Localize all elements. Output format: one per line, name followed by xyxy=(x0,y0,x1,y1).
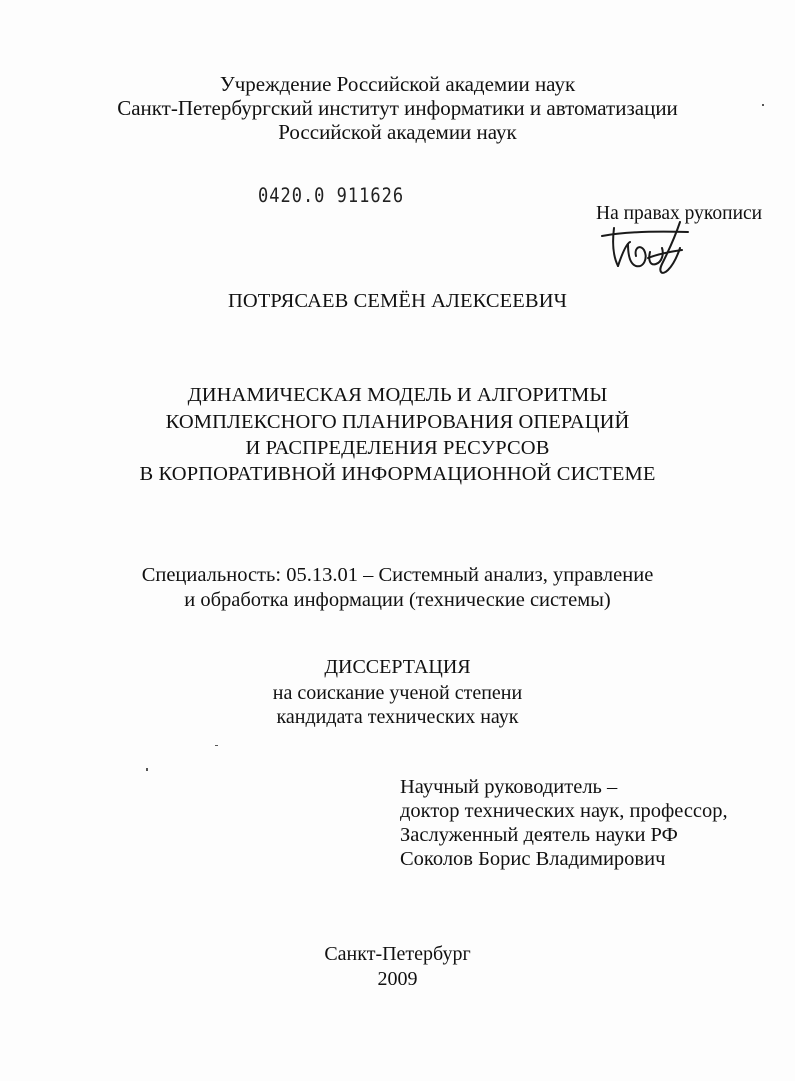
year: 2009 xyxy=(377,968,418,990)
advisor-line-2: доктор технических наук, профессор, xyxy=(400,800,728,822)
library-stamp-number: 0420.0 911626 xyxy=(258,184,405,208)
title-line-2: КОМПЛЕКСНОГО ПЛАНИРОВАНИЯ ОПЕРАЦИЙ xyxy=(165,411,630,433)
city: Санкт-Петербург xyxy=(324,943,471,965)
advisor-line-1: Научный руководитель – xyxy=(400,776,618,798)
dissertation-heading: ДИССЕРТАЦИЯ xyxy=(324,656,471,678)
title-line-3: И РАСПРЕДЕЛЕНИЯ РЕСУРСОВ xyxy=(245,437,550,459)
institution-line-3: Российской академии наук xyxy=(278,120,517,144)
author-name: ПОТРЯСАЕВ СЕМЁН АЛЕКСЕЕВИЧ xyxy=(227,290,568,312)
institution-line-2: Санкт-Петербургский институт информатики и автоматизации xyxy=(117,96,678,120)
scan-speck xyxy=(215,745,218,746)
advisor-line-3: Заслуженный деятель науки РФ xyxy=(400,824,678,846)
specialty-line-2: и обработка информации (технические системы) xyxy=(184,589,611,611)
signature-icon xyxy=(592,214,702,286)
title-line-1: ДИНАМИЧЕСКАЯ МОДЕЛЬ И АЛГОРИТМЫ xyxy=(187,384,608,406)
scan-speck xyxy=(146,768,148,771)
manuscript-rights-label: На правах рукописи xyxy=(596,203,763,224)
specialty-line-1: Специальность: 05.13.01 – Системный анализ, управление xyxy=(141,564,654,586)
degree-line-2: кандидата технических наук xyxy=(276,706,519,728)
advisor-line-4: Соколов Борис Владимирович xyxy=(400,848,666,870)
scan-speck xyxy=(762,104,764,106)
degree-line-1: на соискание ученой степени xyxy=(272,682,523,704)
institution-line-1: Учреждение Российской академии наук xyxy=(219,72,576,96)
title-line-4: В КОРПОРАТИВНОЙ ИНФОРМАЦИОННОЙ СИСТЕМЕ xyxy=(139,463,656,485)
